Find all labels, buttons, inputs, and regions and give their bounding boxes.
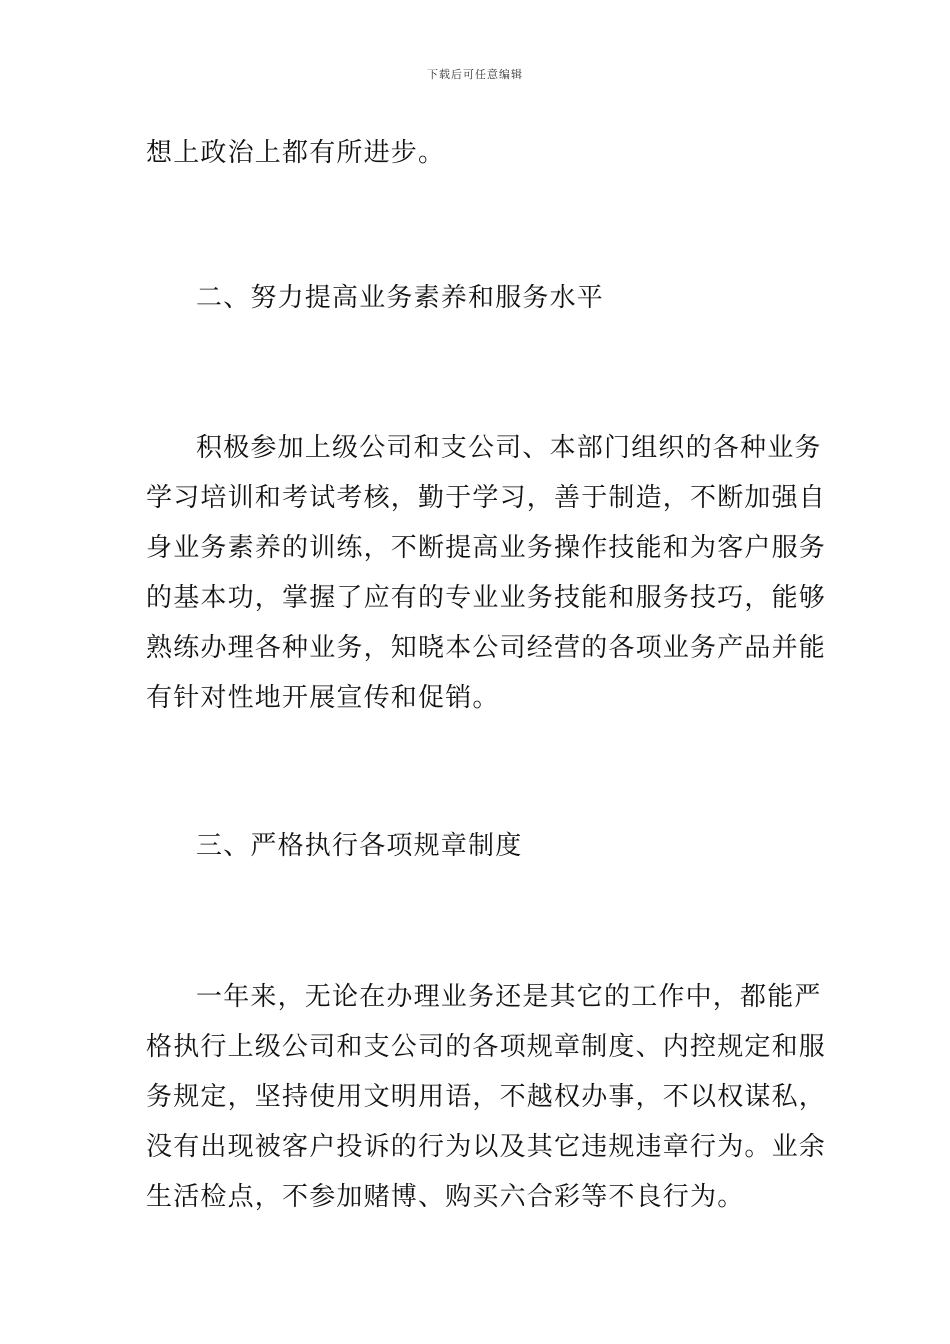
section-3-paragraph xyxy=(146,972,827,1222)
paragraph-line: 格执行上级公司和支公司的各项规章制度、内控规定和服 xyxy=(146,1032,827,1062)
paragraph-line: 熟练办理各种业务，知晓本公司经营的各项业务产品并能 xyxy=(146,633,827,663)
paragraph-line: 学习培训和考试考核，勤于学习，善于制造，不断加强自 xyxy=(146,483,827,513)
page-header-note: 下载后可任意编辑 xyxy=(427,68,523,81)
paragraph-line: 生活检点，不参加赌博、购买六合彩等不良行为。 xyxy=(146,1182,745,1212)
heading-text: 三、严格执行各项规章制度 xyxy=(196,831,523,861)
paragraph-line: 的基本功，掌握了应有的专业业务技能和服务技巧，能够 xyxy=(146,583,827,613)
intro-paragraph-tail xyxy=(146,128,806,178)
paragraph-line: 身业务素养的训练，不断提高业务操作技能和为客户服务 xyxy=(146,533,827,563)
paragraph-line: 积极参加上级公司和支公司、本部门组织的各种业务 xyxy=(196,433,822,463)
paragraph-line: 有针对性地开展宣传和促销。 xyxy=(146,683,500,713)
paragraph-line: 想上政治上都有所进步。 xyxy=(146,138,446,168)
paragraph-line: 没有出现被客户投诉的行为以及其它违规违章行为。业余 xyxy=(146,1132,827,1162)
paragraph-line: 务规定，坚持使用文明用语，不越权办事，不以权谋私， xyxy=(146,1082,827,1112)
heading-text: 二、努力提高业务素养和服务水平 xyxy=(196,283,605,313)
section-2-heading xyxy=(196,273,604,323)
paragraph-line: 一年来，无论在办理业务还是其它的工作中，都能严 xyxy=(196,982,822,1012)
section-2-paragraph xyxy=(146,423,827,723)
section-3-heading xyxy=(196,821,522,871)
